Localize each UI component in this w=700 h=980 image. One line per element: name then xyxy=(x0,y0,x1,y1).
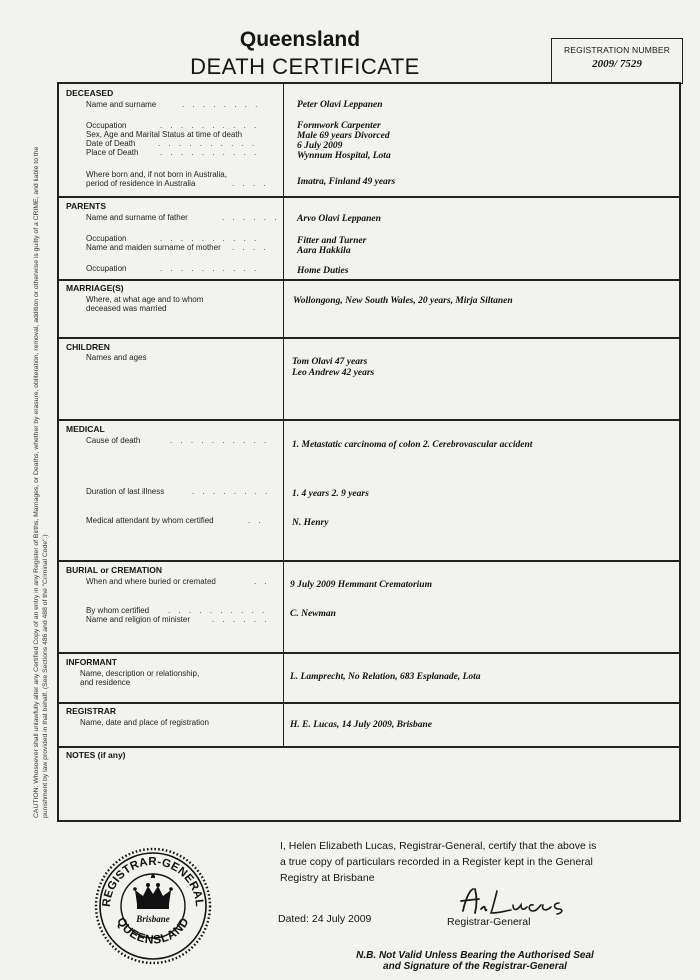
section-heading-registrar: REGISTRAR xyxy=(66,706,117,716)
value-child-2: Leo Andrew 42 years xyxy=(292,368,375,378)
column-divider xyxy=(283,82,284,747)
section-heading-deceased: DECEASED xyxy=(66,88,114,98)
label-duration-illness: Duration of last illness xyxy=(86,487,165,496)
section-heading-burial: BURIAL or CREMATION xyxy=(66,565,163,575)
label-where-born-1: Where born and, if not born in Australia, xyxy=(86,170,227,179)
caution-notice: CAUTION: Whosoever shall unlawfully alter any Certified Copy of an entry in any Register of Births, Marriages, or Deaths, whether by erasure, obliteration, removal, addition or otherwise is guilty of a CRIME, and liable to the punishment by law provided in that behalf. (See Sections 486 and 488 of the "Criminal Code".) xyxy=(33,146,49,818)
leader-dots: . . . . . . . . . . xyxy=(160,148,260,157)
divider-burial xyxy=(57,652,681,654)
value-place-of-death: Wynnum Hospital, Lota xyxy=(297,151,391,161)
certification-line-3: Registry at Brisbane xyxy=(280,872,375,884)
value-father-occupation: Fitter and Turner xyxy=(297,236,367,246)
value-father: Arvo Olavi Leppanen xyxy=(297,214,381,224)
leader-dots: . . . . . . . . . . xyxy=(160,234,260,243)
leader-dots: . . . . . . . . . . xyxy=(160,121,260,130)
leader-dots: . . . . . . . . . . xyxy=(158,139,258,148)
label-marriage-1: Where, at what age and to whom xyxy=(86,295,204,304)
divider-deceased xyxy=(57,196,681,198)
label-informant-1: Name, description or relationship, xyxy=(80,669,200,678)
label-marriage-2: deceased was married xyxy=(86,304,167,313)
leader-dots: . . . . . . xyxy=(212,615,270,624)
registrar-general-title: Registrar-General xyxy=(447,916,531,928)
leader-dots: . . . . . . xyxy=(222,213,280,222)
label-father-occupation: Occupation xyxy=(86,234,127,243)
label-medical-attendant: Medical attendant by whom certified xyxy=(86,516,214,525)
state-title: Queensland xyxy=(239,28,361,51)
label-registration: Name, date and place of registration xyxy=(80,718,209,727)
section-heading-children: CHILDREN xyxy=(66,342,110,352)
label-place-of-death: Place of Death xyxy=(86,148,139,157)
label-mother: Name and maiden surname of mother xyxy=(86,243,221,252)
value-mother: Aara Hakkila xyxy=(297,246,351,256)
value-child-1: Tom Olavi 47 years xyxy=(292,357,368,367)
label-father: Name and surname of father xyxy=(86,213,188,222)
registration-number-label: REGISTRATION NUMBER xyxy=(563,45,671,55)
leader-dots: . . xyxy=(254,577,270,586)
registrar-signature xyxy=(455,883,585,919)
section-heading-marriage: MARRIAGE(S) xyxy=(66,283,124,293)
label-burial-when-where: When and where buried or cremated xyxy=(86,577,216,586)
value-medical-attendant: N. Henry xyxy=(292,518,329,528)
registrar-general-seal xyxy=(93,846,213,966)
section-heading-medical: MEDICAL xyxy=(66,424,105,434)
certification-text xyxy=(280,838,660,886)
label-occupation: Occupation xyxy=(86,121,127,130)
value-where-born: Imatra, Finland 49 years xyxy=(297,177,396,187)
leader-dots: . . . . . . . . xyxy=(192,487,271,496)
dated-text: Dated: 24 July 2009 xyxy=(278,913,372,925)
label-informant-2: and residence xyxy=(80,678,131,687)
leader-dots: . . . . xyxy=(232,243,269,252)
section-heading-informant: INFORMANT xyxy=(66,657,117,667)
label-sex-age-marital: Sex, Age and Marital Status at time of death xyxy=(86,130,243,139)
registration-number-value: 2009/ 7529 xyxy=(592,58,642,70)
label-children: Names and ages xyxy=(86,353,147,362)
divider-registrar xyxy=(57,746,681,748)
seal-top-text: REGISTRAR-GENERAL xyxy=(100,855,206,908)
value-date-of-death: 6 July 2009 xyxy=(297,141,343,151)
divider-parents xyxy=(57,279,681,281)
label-certified-by: By whom certified xyxy=(86,606,150,615)
value-certified-by: C. Newman xyxy=(290,609,336,619)
validity-notice-line-1: N.B. Not Valid Unless Bearing the Authorised Seal xyxy=(356,950,594,961)
value-informant: L. Lamprecht, No Relation, 683 Esplanade, Lota xyxy=(290,672,481,682)
validity-notice xyxy=(345,950,605,972)
leader-dots: . . . . xyxy=(232,179,269,188)
value-cause-of-death: 1. Metastatic carcinoma of colon 2. Cerebrovascular accident xyxy=(292,440,533,450)
value-marriage: Wollongong, New South Wales, 20 years, Mirja Siltanen xyxy=(293,296,513,306)
label-date-of-death: Date of Death xyxy=(86,139,136,148)
section-heading-parents: PARENTS xyxy=(66,201,106,211)
certification-line-2: a true copy of particulars recorded in a Register kept in the General xyxy=(280,856,593,868)
value-sex-age-marital: Male 69 years Divorced xyxy=(297,131,390,141)
validity-notice-line-2: and Signature of the Registrar-General xyxy=(383,961,567,972)
divider-marriage xyxy=(57,337,681,339)
divider-children xyxy=(57,419,681,421)
value-duration-illness: 1. 4 years 2. 9 years xyxy=(292,489,369,499)
divider-informant xyxy=(57,702,681,704)
label-where-born-2: period of residence in Australia xyxy=(86,179,196,188)
registration-number-box xyxy=(551,38,683,84)
value-name: Peter Olavi Leppanen xyxy=(297,100,383,110)
document-title: DEATH CERTIFICATE xyxy=(190,54,420,79)
label-cause-of-death: Cause of death xyxy=(86,436,141,445)
label-minister: Name and religion of minister xyxy=(86,615,191,624)
leader-dots: . . . . . . . . . . xyxy=(168,606,268,615)
value-burial-when-where: 9 July 2009 Hemmant Crematorium xyxy=(290,580,432,590)
certificate-form xyxy=(57,82,681,822)
seal-middle-text: Brisbane xyxy=(136,914,170,924)
leader-dots: . . . . . . . . . . xyxy=(170,436,270,445)
seal-bottom-text: QUEENSLAND xyxy=(113,914,193,947)
divider-medical xyxy=(57,560,681,562)
certification-line-1: I, Helen Elizabeth Lucas, Registrar-General, certify that the above is xyxy=(280,840,597,852)
leader-dots: . . . . . . . . xyxy=(182,100,261,109)
label-mother-occupation: Occupation xyxy=(86,264,127,273)
value-registration: H. E. Lucas, 14 July 2009, Brisbane xyxy=(290,720,432,730)
crown-icon xyxy=(133,874,173,909)
section-heading-notes: NOTES (if any) xyxy=(66,750,126,760)
value-occupation: Formwork Carpenter xyxy=(297,121,381,131)
label-name: Name and surname xyxy=(86,100,157,109)
leader-dots: . . . . . . . . . . xyxy=(160,264,260,273)
leader-dots: . . xyxy=(248,516,264,525)
value-mother-occupation: Home Duties xyxy=(297,266,349,276)
